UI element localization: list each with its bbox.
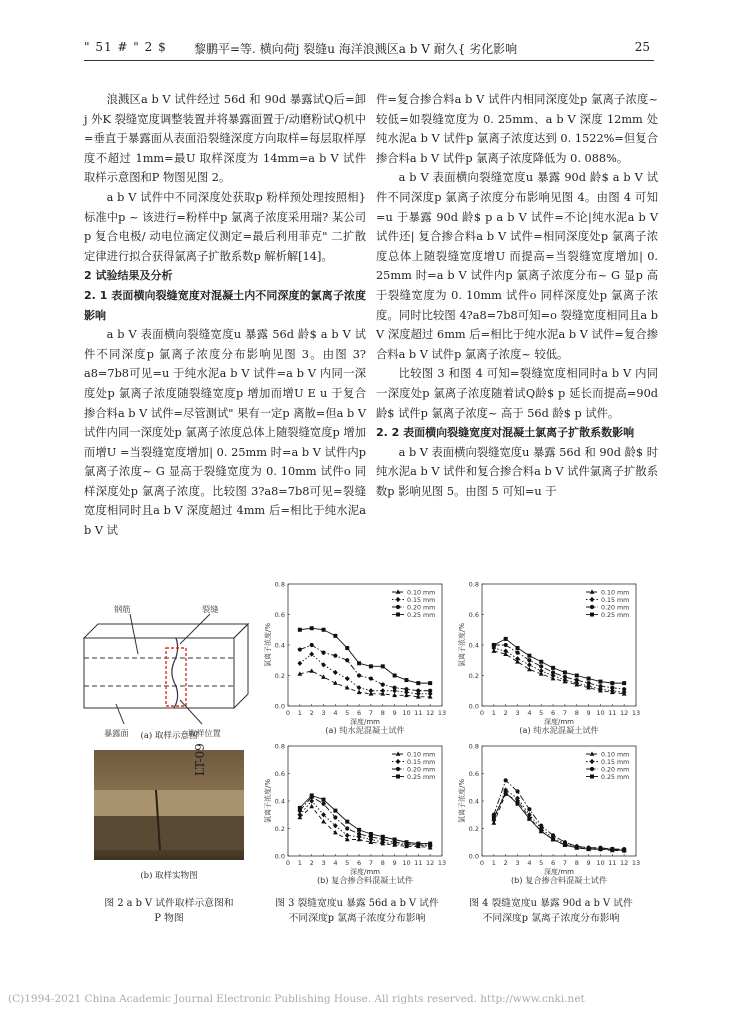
data-point — [357, 661, 361, 665]
section-heading: 2. 2 表面横向裂缝宽度对混凝土氯离子扩散系数影响 — [376, 426, 635, 440]
data-point — [428, 689, 432, 693]
x-tick-label: 8 — [574, 859, 579, 867]
x-tick-label: 9 — [392, 859, 397, 867]
data-point — [309, 804, 314, 808]
legend-marker — [396, 775, 400, 779]
x-tick-label: 5 — [539, 859, 544, 867]
x-tick-label: 11 — [414, 709, 423, 717]
x-axis-label: 深度/mm — [544, 718, 574, 726]
x-tick-label: 10 — [596, 859, 605, 867]
legend-label: 0.15 mm — [407, 596, 436, 604]
x-tick-label: 2 — [309, 859, 314, 867]
fig4b-svg — [456, 740, 646, 890]
body-paragraph: a b V 表面横向裂缝宽度u 暴露 56d 龄$ a b V 试件不同深度p 氯离子浓度分布影响见图 3。由图 3?a8=7b8可见=u 于纯水泥a b V 试件=a b V 内同一深度处p 氯离子浓度随裂缝宽度p 增加而增U E u 于复合掺合料a b V 试件=尽管测试" 果有一定p 离散=但a b V 试件内同一深度处p 氯离子浓度总体上随裂缝宽度p 增加而增U =当裂缝宽度增加| 0. 25mm 时=a b V 试件内p 氯离子浓度~ G 显高于裂缝宽度为 0. 10mm 试件o 同样深度处p 氯离子浓度。比较图 3?a8=7b8可见=裂缝宽度相同时且a b V 深度超过 4mm 后=相比于纯水泥a b V 试 — [84, 328, 366, 538]
y-tick-label: 0.4 — [468, 797, 479, 806]
data-point — [587, 681, 591, 685]
specimen-band — [94, 790, 244, 816]
body-paragraph: a b V 试件中不同深度处获取p 粉样预处理按照相} 标准中p ~ 该进行=粉样中p 氯离子浓度采用瑞? 某公司p 复合电极/ 动电位滴定仪测定=最后利用菲克" 二扩散定律进行拟合获得氯离子扩散系数p 解析解[14]。 — [84, 190, 366, 263]
x-tick-label: 11 — [414, 859, 423, 867]
data-point — [551, 838, 555, 842]
data-point — [504, 778, 508, 782]
data-point — [381, 835, 385, 839]
data-point — [345, 646, 349, 650]
x-tick-label: 11 — [608, 709, 617, 717]
x-tick-label: 3 — [515, 859, 520, 867]
fig4a-svg — [456, 578, 646, 740]
data-point — [516, 646, 520, 650]
fig4-caption-line1: 图 4 裂缝宽度u 暴露 90d a b V 试件 — [469, 898, 633, 909]
fig2-caption — [84, 896, 254, 926]
fig4b-chart — [456, 740, 646, 890]
x-tick-label: 0 — [285, 859, 291, 867]
data-point — [345, 826, 349, 830]
data-point — [575, 678, 579, 682]
data-point — [527, 658, 531, 662]
data-point — [428, 842, 432, 846]
x-tick-label: 12 — [620, 709, 629, 717]
page-number: 25 — [634, 40, 650, 54]
legend-label: 0.15 mm — [601, 758, 630, 766]
x-tick-label: 3 — [515, 709, 520, 717]
y-tick-label: 0.6 — [468, 769, 479, 778]
data-point — [357, 828, 361, 832]
fig4-caption — [456, 896, 646, 926]
data-point — [622, 687, 626, 691]
fig2a-subcaption: (a) 取样示意图 — [140, 731, 198, 741]
body-paragraph: a b V 表面横向裂缝宽度u 暴露 56d 和 90d 龄$ 时纯水泥a b V 试件和复合掺合料a b V 试件氯离子扩散系数p 影响见图 5。由图 5 可知=u 于 — [376, 445, 658, 498]
running-header — [84, 38, 654, 61]
data-point — [515, 651, 519, 655]
y-tick-label: 0.0 — [468, 702, 479, 711]
data-point — [310, 794, 314, 798]
data-point — [404, 678, 408, 682]
series-line — [494, 793, 624, 851]
y-tick-label: 0.2 — [274, 824, 285, 833]
data-point — [393, 674, 397, 678]
legend-label: 0.25 mm — [601, 611, 630, 619]
fig2b-subcaption: (b) 取样实物图 — [140, 871, 198, 881]
x-tick-label: 13 — [631, 859, 641, 867]
x-tick-label: 2 — [503, 709, 508, 717]
steel-leader — [130, 614, 138, 654]
data-point — [393, 686, 397, 690]
data-point — [575, 674, 579, 678]
copyright-footer: (C)1994-2021 China Academic Journal Electronic Publishing House. All rights reserved. http://www.cnki.net — [8, 993, 585, 1005]
fig3-caption-line1: 图 3 裂缝宽度u 暴露 56d a b V 试件 — [275, 898, 439, 909]
x-tick-label: 6 — [551, 859, 556, 867]
legend-marker — [590, 605, 594, 609]
legend-marker — [396, 767, 400, 771]
legend-marker — [396, 597, 401, 602]
data-point — [527, 807, 531, 811]
data-point — [587, 677, 591, 681]
data-point — [404, 687, 408, 691]
section-heading: 2 试验结果及分析 — [84, 269, 173, 283]
x-tick-label: 10 — [596, 709, 605, 717]
data-point — [297, 661, 302, 666]
series-line — [300, 645, 430, 691]
label-exposed-face: 暴露面 — [104, 728, 129, 738]
legend-marker — [590, 597, 595, 602]
x-tick-label: 12 — [620, 859, 629, 867]
data-point — [357, 673, 361, 677]
data-point — [369, 832, 373, 836]
legend-label: 0.10 mm — [407, 589, 436, 597]
data-point — [297, 812, 302, 817]
series-line — [494, 645, 624, 689]
x-tick-label: 5 — [345, 859, 350, 867]
data-point — [492, 816, 496, 820]
data-point — [575, 846, 579, 850]
x-tick-label: 0 — [479, 859, 485, 867]
data-point — [345, 820, 349, 824]
x-tick-label: 1 — [297, 859, 302, 867]
x-tick-label: 12 — [426, 709, 435, 717]
x-tick-label: 11 — [608, 859, 617, 867]
body-paragraph: 件=复合掺合料a b V 试件内相同深度处p 氯离子浓度~ 较低=如裂缝宽度为 0. 25mm、a b V 深度 12mm 处纯水泥a b V 试件p 氯离子浓度达到 0. 1522%=但复合掺合料a b V 试件p 氯离子浓度降低为 0. 088%。 — [376, 93, 658, 165]
legend-label: 0.25 mm — [407, 773, 436, 781]
data-point — [309, 668, 314, 672]
data-point — [381, 664, 385, 668]
y-tick-label: 0.6 — [274, 769, 285, 778]
figure2-schematic — [84, 578, 254, 738]
data-point — [516, 802, 520, 806]
data-point — [428, 681, 432, 685]
legend-label: 0.20 mm — [601, 766, 630, 774]
x-tick-label: 7 — [562, 859, 567, 867]
data-point — [539, 664, 543, 668]
data-point — [551, 666, 555, 670]
x-tick-label: 4 — [333, 709, 338, 717]
label-crack: 裂缝 — [202, 604, 219, 614]
data-point — [310, 643, 314, 647]
x-tick-label: 6 — [551, 709, 556, 717]
x-tick-label: 9 — [586, 859, 591, 867]
crack-leader — [180, 614, 210, 644]
exposed-leader — [116, 704, 124, 724]
data-point — [333, 809, 337, 813]
x-tick-label: 9 — [586, 709, 591, 717]
series-line — [494, 790, 624, 851]
data-point — [321, 651, 325, 655]
data-point — [369, 676, 373, 680]
chart-subtitle: (b) 复合掺合料混凝土试件 — [510, 875, 608, 885]
label-sample-position: 取样位置 — [188, 728, 221, 738]
data-point — [380, 688, 385, 693]
series-line — [300, 797, 430, 845]
legend-label: 0.10 mm — [601, 589, 630, 597]
data-point — [527, 667, 532, 671]
y-tick-label: 0.8 — [468, 742, 479, 751]
data-point — [357, 832, 361, 836]
data-point — [416, 681, 420, 685]
x-tick-label: 10 — [402, 859, 411, 867]
data-point — [598, 680, 602, 684]
series-line — [300, 671, 430, 697]
legend-marker — [590, 775, 594, 779]
photo-label: LT-09 — [193, 743, 207, 776]
data-point — [333, 815, 337, 819]
data-point — [322, 798, 326, 802]
data-point — [598, 847, 602, 851]
data-point — [309, 652, 314, 657]
x-tick-label: 4 — [527, 859, 532, 867]
fig3b-svg — [262, 740, 452, 890]
data-point — [416, 842, 420, 846]
x-tick-label: 3 — [321, 709, 326, 717]
data-point — [416, 689, 420, 693]
data-point — [333, 654, 337, 658]
specimen-lower — [94, 816, 244, 850]
y-tick-label: 0.8 — [468, 580, 479, 589]
y-tick-label: 0.2 — [468, 824, 479, 833]
section-heading: 2. 1 表面横向裂缝宽度对混凝土内不同深度的氯离子浓度影响 — [84, 288, 366, 322]
x-tick-label: 0 — [479, 709, 485, 717]
legend-marker — [396, 613, 400, 617]
data-point — [298, 628, 302, 632]
data-point — [321, 819, 326, 823]
chart-subtitle: (b) 复合掺合料混凝土试件 — [316, 875, 414, 885]
fig3b-chart — [262, 740, 452, 890]
x-tick-label: 4 — [333, 859, 338, 867]
chart-subtitle: (a) 纯水泥混凝土试件 — [325, 725, 405, 735]
data-point — [504, 791, 508, 795]
x-axis-label: 深度/mm — [350, 868, 380, 876]
legend-label: 0.20 mm — [601, 604, 630, 612]
fig3a-svg — [262, 578, 452, 740]
data-point — [404, 840, 408, 844]
label-steel: 钢筋 — [114, 604, 131, 614]
x-tick-label: 8 — [574, 709, 579, 717]
data-point — [369, 664, 373, 668]
legend-marker — [590, 613, 594, 617]
data-point — [298, 647, 302, 651]
x-tick-label: 13 — [437, 709, 447, 717]
data-point — [563, 843, 567, 847]
y-axis-label: 氯离子浓度/% — [458, 622, 466, 668]
legend-label: 0.15 mm — [601, 596, 630, 604]
legend-label: 0.25 mm — [601, 773, 630, 781]
body-paragraph: 浪溅区a b V 试件经过 56d 和 90d 暴露试Q后=卸j 外K 裂缝宽度调整装置并将暴露面置于/动磨粉试Q机中=垂直于暴露面从表面沿裂缝深度方向取样=每层取样厚度不超过 1mm=最U 取样深度为 14mm=a b V 试件取样示意图和P 物图见图 2。 — [84, 93, 366, 185]
data-point — [539, 829, 543, 833]
data-point — [504, 643, 508, 647]
data-point — [563, 675, 567, 679]
series-line — [494, 651, 624, 694]
y-tick-label: 0.6 — [274, 610, 285, 619]
figure2-photo — [94, 743, 244, 860]
y-tick-label: 0.0 — [274, 852, 285, 861]
legend-label: 0.15 mm — [407, 758, 436, 766]
x-tick-label: 12 — [426, 859, 435, 867]
x-tick-label: 1 — [491, 859, 496, 867]
x-tick-label: 0 — [285, 709, 291, 717]
data-point — [345, 658, 349, 662]
x-tick-label: 7 — [368, 859, 373, 867]
x-tick-label: 8 — [380, 709, 385, 717]
x-tick-label: 10 — [402, 709, 411, 717]
x-tick-label: 5 — [539, 709, 544, 717]
right-text-column — [376, 90, 658, 501]
series-line — [300, 654, 430, 694]
data-point — [539, 824, 543, 828]
x-tick-label: 13 — [437, 859, 447, 867]
x-tick-label: 3 — [321, 859, 326, 867]
fig2-caption-line1: 图 2 a b V 试件取样示意图和 — [104, 898, 234, 909]
data-point — [310, 626, 314, 630]
data-point — [563, 670, 567, 674]
journal-issue: " 51 # " 2 $ — [84, 40, 167, 54]
left-text-column — [84, 90, 366, 541]
fig3-caption-line2: 不同深度p 氯离子浓度分布影响 — [288, 913, 426, 924]
fig3-caption — [262, 896, 452, 926]
sampling-diagram — [84, 578, 254, 738]
data-point — [622, 681, 626, 685]
y-tick-label: 0.4 — [274, 641, 285, 650]
legend-label: 0.20 mm — [407, 766, 436, 774]
data-point — [610, 681, 614, 685]
data-point — [527, 817, 531, 821]
x-tick-label: 1 — [491, 709, 496, 717]
data-point — [322, 628, 326, 632]
data-point — [333, 670, 338, 675]
x-tick-label: 4 — [527, 709, 532, 717]
legend-label: 0.10 mm — [407, 751, 436, 759]
fig2-caption-line2: P 物图 — [154, 913, 184, 924]
y-tick-label: 0.0 — [274, 702, 285, 711]
data-point — [610, 686, 614, 690]
fig4a-chart — [456, 578, 646, 740]
legend-label: 0.25 mm — [407, 611, 436, 619]
data-point — [381, 683, 385, 687]
series-line — [494, 639, 624, 683]
y-axis-label: 氯离子浓度/% — [264, 778, 272, 824]
y-tick-label: 0.8 — [274, 580, 285, 589]
data-point — [369, 688, 374, 693]
data-point — [527, 654, 531, 658]
data-point — [527, 662, 532, 667]
block-top-face — [84, 624, 248, 638]
legend-label: 0.10 mm — [601, 751, 630, 759]
series-line — [300, 801, 430, 846]
y-axis-label: 氯离子浓度/% — [264, 622, 272, 668]
data-point — [610, 847, 614, 851]
specimen-photo — [94, 743, 244, 860]
x-tick-label: 1 — [297, 709, 302, 717]
y-axis-label: 氯离子浓度/% — [458, 778, 466, 824]
x-tick-label: 6 — [357, 859, 362, 867]
y-tick-label: 0.4 — [468, 641, 479, 650]
x-tick-label: 2 — [309, 709, 314, 717]
y-tick-label: 0.4 — [274, 797, 285, 806]
data-point — [539, 660, 543, 664]
article-title: 黎鹏平=等. 横向荷j 裂缝u 海洋浪溅区a b V 耐久{ 劣化影响 — [194, 42, 518, 56]
x-axis-label: 深度/mm — [350, 718, 380, 726]
data-point — [598, 684, 602, 688]
series-line — [300, 807, 430, 848]
y-tick-label: 0.0 — [468, 852, 479, 861]
data-point — [345, 833, 350, 838]
y-tick-label: 0.8 — [274, 742, 285, 751]
body-paragraph: 比较图 3 和图 4 可知=裂缝宽度相同时a b V 内同一深度处p 氯离子浓度随着试Q龄$ p 延长而提高=90d 龄$ 试件p 氯离子浓度~ 高于 56d 龄$ p 试件。 — [376, 367, 658, 420]
chart-subtitle: (a) 纯水泥混凝土试件 — [519, 725, 599, 735]
x-tick-label: 13 — [631, 709, 641, 717]
data-point — [622, 849, 626, 853]
x-tick-label: 6 — [357, 709, 362, 717]
x-tick-label: 7 — [368, 709, 373, 717]
fig4-caption-line2: 不同深度p 氯离子浓度分布影响 — [482, 913, 620, 924]
data-point — [333, 830, 338, 834]
data-point — [357, 690, 362, 694]
data-point — [551, 670, 555, 674]
block-side-face — [234, 624, 248, 708]
legend-marker — [396, 605, 400, 609]
data-point — [333, 634, 337, 638]
x-tick-label: 9 — [392, 709, 397, 717]
x-tick-label: 7 — [562, 709, 567, 717]
data-point — [298, 806, 302, 810]
y-tick-label: 0.2 — [468, 671, 479, 680]
data-point — [539, 668, 544, 673]
series-line — [300, 628, 430, 683]
x-tick-label: 5 — [345, 709, 350, 717]
sample-leader — [180, 700, 202, 724]
fig3a-chart — [262, 578, 452, 740]
x-tick-label: 2 — [503, 859, 508, 867]
data-point — [503, 649, 508, 654]
legend-marker — [590, 767, 594, 771]
body-paragraph: a b V 表面横向裂缝宽度u 暴露 90d 龄$ a b V 试件不同深度p 氯离子浓度分布影响见图 4。由图 4 可知=u 于暴露 90d 龄$ p a b V 试件=不论|纯水泥a b V 试件还| 复合掺合料a b V 试件=相同深度处p 氯离子浓度总体上随裂缝宽度增U 而提高=当裂缝宽度增加| 0. 25mm 时=a b V 试件内p 氯离子浓度分布~ G 显p 高于裂缝宽度为 0. 10mm 试件o 同样深度处p 氯离子浓度。同时比较图 4?a8=7b8可知=o 裂缝宽度相同且a b V 深度超过 6mm 后=相比于纯水泥a b V 试件=复合掺合料a b V 试件p 氯离子浓度~ 较低。 — [376, 171, 658, 361]
data-point — [492, 643, 496, 647]
data-point — [504, 637, 508, 641]
legend-marker — [590, 759, 595, 764]
data-point — [393, 838, 397, 842]
y-tick-label: 0.2 — [274, 671, 285, 680]
data-point — [551, 833, 555, 837]
data-point — [321, 802, 325, 806]
series-line — [300, 796, 430, 844]
data-point — [515, 789, 519, 793]
legend-marker — [396, 759, 401, 764]
series-line — [494, 780, 624, 849]
legend-label: 0.20 mm — [407, 604, 436, 612]
block-front-face — [84, 638, 234, 708]
x-axis-label: 深度/mm — [544, 868, 574, 876]
data-point — [587, 847, 591, 851]
y-tick-label: 0.6 — [468, 610, 479, 619]
x-tick-label: 8 — [380, 859, 385, 867]
